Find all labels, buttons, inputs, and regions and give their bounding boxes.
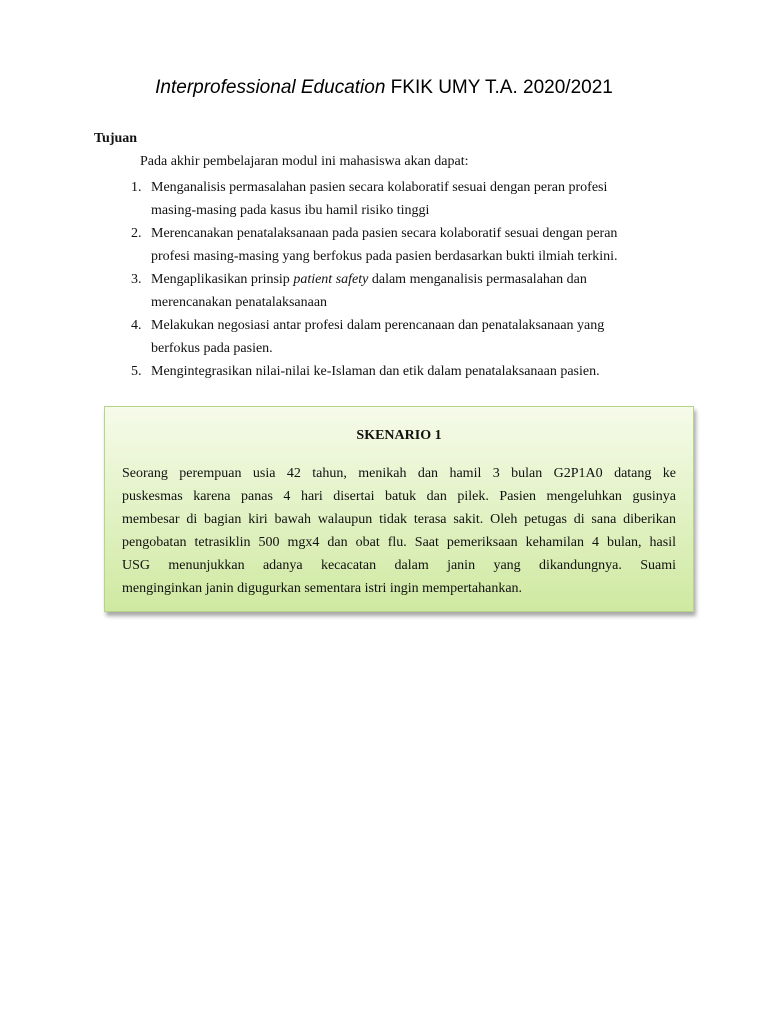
objective-line: Merencanakan penatalaksanaan pada pasien secara kolaboratif sesuai dengan peran (151, 226, 618, 241)
objective-text (151, 222, 691, 268)
objective-line-before: Mengaplikasikan prinsip (151, 272, 294, 287)
objectives-intro: Pada akhir pembelajaran modul ini mahasiswa akan dapat: (140, 154, 469, 169)
objective-number: 2. (131, 226, 142, 241)
objective-text (151, 360, 691, 383)
scenario-line: Seorang perempuan usia 42 tahun, menikah dan hamil 3 bulan G2P1A0 datang ke (122, 466, 676, 481)
objective-item-2 (131, 222, 691, 268)
page-title-italic: Interprofessional Education (155, 77, 386, 98)
scenario-line: puskesmas karena panas 4 hari disertai batuk dan pilek. Pasien mengeluhkan gusinya (122, 489, 676, 504)
objective-line: merencanakan penatalaksanaan (151, 295, 328, 310)
page-title-rest: FKIK UMY T.A. 2020/2021 (385, 77, 613, 98)
scenario-title: SKENARIO 1 (356, 428, 442, 443)
objective-line: profesi masing-masing yang berfokus pada pasien berdasarkan bukti ilmiah terkini. (151, 249, 618, 264)
objectives-list (131, 176, 691, 383)
objective-text (151, 176, 691, 222)
objective-item-3 (131, 268, 691, 314)
objective-number: 3. (131, 272, 142, 287)
objective-line: Menganalisis permasalahan pasien secara kolaboratif sesuai dengan peran profesi (151, 180, 608, 195)
scenario-line: menginginkan janin digugurkan sementara istri ingin mempertahankan. (122, 581, 523, 596)
objective-line: Melakukan negosiasi antar profesi dalam perencanaan dan penatalaksanaan yang (151, 318, 605, 333)
scenario-line: pengobatan tetrasiklin 500 mgx4 dan obat flu. Saat pemeriksaan kehamilan 4 bulan, hasil (122, 535, 676, 550)
page-title (0, 76, 768, 100)
objective-number: 5. (131, 364, 142, 379)
scenario-box (104, 406, 694, 612)
objective-line: berfokus pada pasien. (151, 341, 273, 356)
objective-item-4 (131, 314, 691, 360)
objective-number: 4. (131, 318, 142, 333)
objective-line: Mengintegrasikan nilai-nilai ke-Islaman dan etik dalam penatalaksanaan pasien. (151, 364, 600, 379)
objective-text (151, 268, 691, 314)
objective-line (151, 268, 691, 291)
objective-number: 1. (131, 180, 142, 195)
objective-line-italic-term: patient safety (293, 272, 369, 287)
section-heading-tujuan: Tujuan (94, 131, 138, 146)
objective-line-after: dalam menganalisis permasalahan dan (368, 272, 587, 287)
objective-line: masing-masing pada kasus ibu hamil risiko tinggi (151, 203, 430, 218)
scenario-line: membesar di bagian kiri bawah walaupun tidak terasa sakit. Oleh petugas di sana diberikan (122, 512, 676, 527)
objective-text (151, 314, 691, 360)
objective-item-1 (131, 176, 691, 222)
scenario-text (122, 462, 676, 600)
objective-item-5 (131, 360, 691, 383)
scenario-line: USG menunjukkan adanya kecacatan dalam janin yang dikandungnya. Suami (122, 558, 676, 573)
